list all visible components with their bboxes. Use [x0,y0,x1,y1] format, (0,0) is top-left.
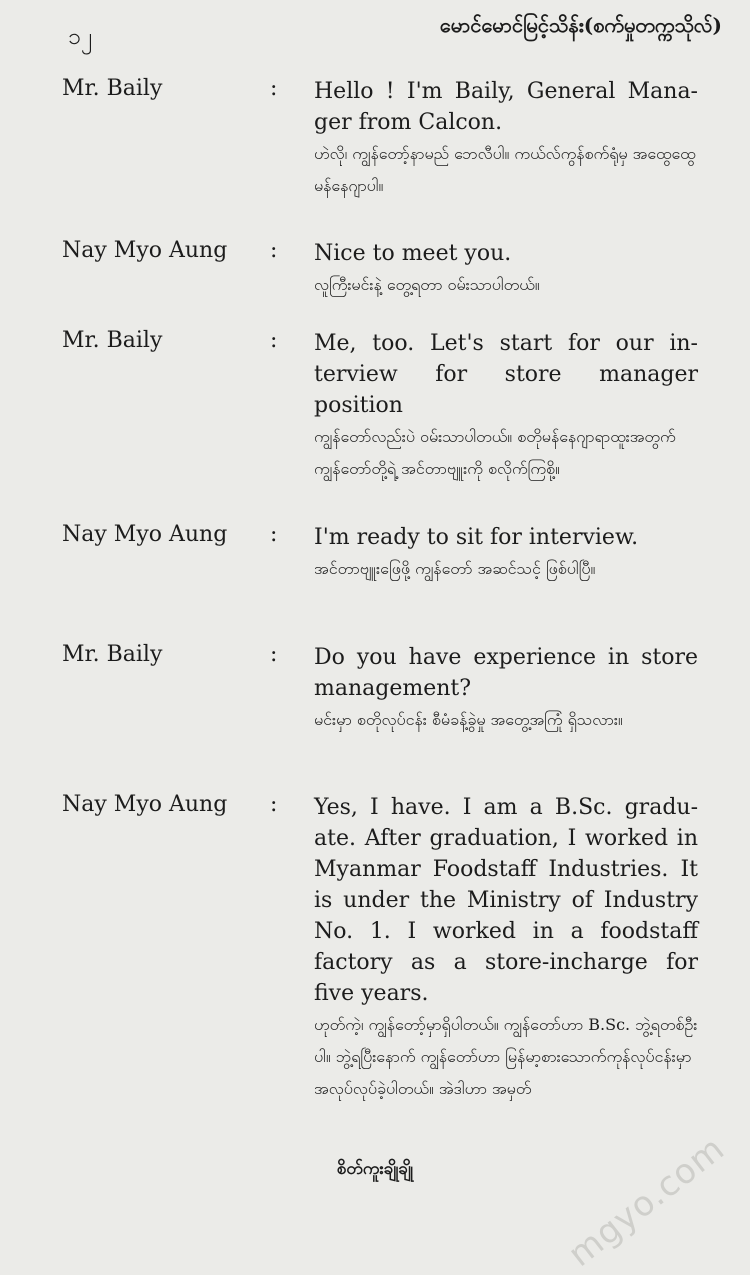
myanmar-translation: ကျွန်တော်လည်းပဲ ဝမ်းသာပါတယ်။ စတိုမန်နေဂျာရာထူးအတွက် ကျွန်တော်တို့ရဲ့ အင်တာဗျူးကို စလိုက်ကြစို့။ [314,427,676,478]
dialogue [0,76,750,1105]
english-line: Yes, I have. I am a B.Sc. gradu- ate. After graduation, I worked in Myanmar Foodstaff Industries. It is under the Ministry of Industry No. 1. I worked in a foodstaff factory as a store-incharge for five years. [314,795,698,1006]
page-number: ၁၂ [68,24,93,50]
speaker-name: Mr. Baily [62,328,163,353]
speech [314,792,698,1105]
speaker-name: Mr. Baily [62,642,163,667]
speaker-name: Nay Myo Aung [62,792,228,817]
dialogue-turn [0,792,750,1105]
watermark: mgyo.com [560,1128,732,1275]
running-header: မောင်မောင်မြင့်သိန်း(စက်မှုတက္ကသိုလ်) [439,13,722,37]
page-footer: စိတ်ကူးချိုချို [336,1159,414,1179]
dialogue-turn [0,522,750,628]
speaker-name: Nay Myo Aung [62,238,228,263]
myanmar-translation: အင်တာဗျူးဖြေဖို့ ကျွန်တော် အဆင်သင့် ဖြစ်ပါပြီ။ [314,559,596,578]
english-line: Me, too. Let's start for our in- terview for store manager position [314,331,698,418]
english-line: Do you have experience in store management? [314,645,698,701]
myanmar-translation: ဟဲလို၊ ကျွန်တော့်နာမည် ဘေလီပါ။ ကယ်လ်ကွန်စက်ရုံမှ အထွေထွေမန်နေဂျာပါ။ [314,144,696,195]
dialogue-turn [0,328,750,508]
speech [314,642,698,736]
speech [314,522,698,585]
myanmar-translation: လူကြီးမင်းနဲ့ တွေ့ရတာ ဝမ်းသာပါတယ်။ [314,275,540,294]
dialogue-turn [0,76,750,224]
dialogue-turn [0,642,750,778]
colon-separator: : [270,238,278,263]
colon-separator: : [270,642,278,667]
speech [314,238,698,301]
myanmar-translation: မင်းမှာ စတိုလုပ်ငန်း စီမံခန့်ခွဲမှု အတွေ့အကြုံ ရှိသလား။ [314,710,623,729]
dialogue-turn [0,238,750,314]
speaker-name: Mr. Baily [62,76,163,101]
english-line: Hello ! I'm Baily, General Mana- ger from Calcon. [314,79,698,135]
colon-separator: : [270,76,278,101]
colon-separator: : [270,792,278,817]
colon-separator: : [270,522,278,547]
speech [314,328,698,485]
myanmar-translation: ဟုတ်ကဲ့၊ ကျွန်တော့်မှာရှိပါတယ်။ ကျွန်တော်ဟာ B.Sc. ဘွဲ့ရတစ်ဦးပါ။ ဘွဲ့ရပြီးနောက် ကျွန်တော်ဟာ မြန်မာ့စားသောက်ကုန်လုပ်ငန်းမှာ အလုပ်လုပ်ခဲ့ပါတယ်။ အဲဒါဟာ အမှတ် [314,1015,698,1098]
speech [314,76,698,202]
speaker-name: Nay Myo Aung [62,522,228,547]
english-line: I'm ready to sit for interview. [314,525,639,550]
colon-separator: : [270,328,278,353]
english-line: Nice to meet you. [314,241,512,266]
